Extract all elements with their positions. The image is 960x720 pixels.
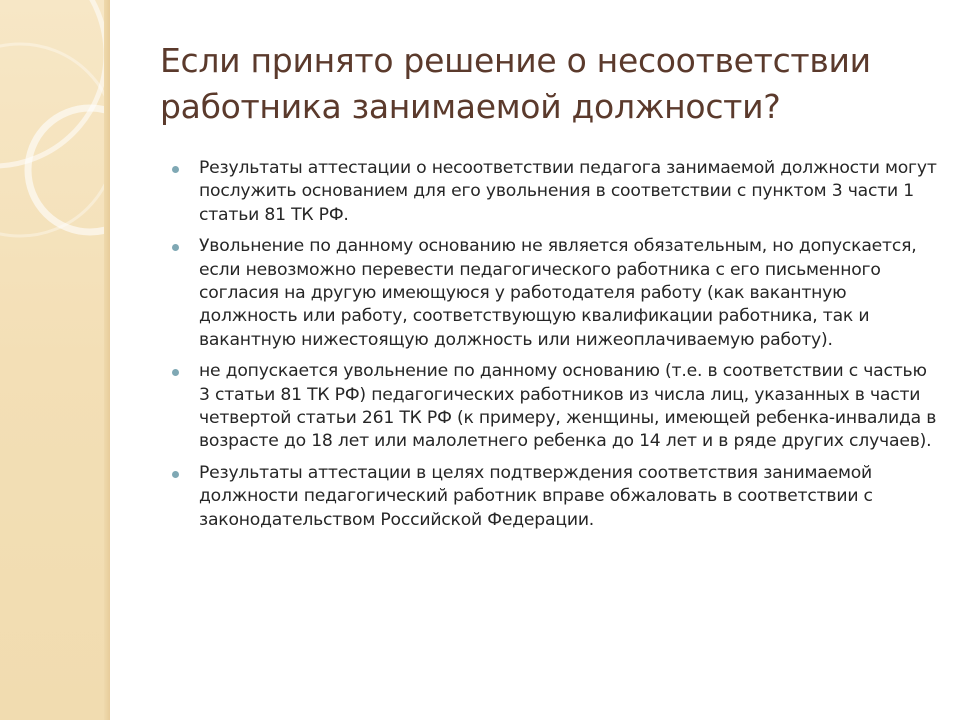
bullet-item [172, 462, 937, 532]
slide-title: Если принято решение о несоответствии работника занимаемой должности? [160, 41, 871, 126]
bullet-item [172, 360, 937, 454]
decorative-side-panel [0, 0, 104, 720]
bullet-text: Увольнение по данному основанию не является обязательным, но допускается, если невозможно перевести педагогического работника с его письменного согласия на другую имеющуюся у работодателя работу (как вакантную должность или работу, соответствующую квалификации работника, так и вакантную нижестоящую должность или нижеоплачиваемую работу). [199, 236, 917, 350]
bullet-text: Результаты аттестации в целях подтверждения соответствия занимаемой должности педагогический работник вправе обжаловать в соответствии с законодательством Российской Федерации. [199, 462, 873, 530]
side-divider [104, 0, 110, 720]
bullet-dot-icon [172, 471, 179, 478]
decorative-rings-icon [0, 0, 104, 720]
bullet-text: Результаты аттестации о несоответствии педагога занимаемой должности могут послужить основанием для его увольнения в соответствии с пунктом 3 части 1 статьи 81 ТК РФ. [199, 158, 937, 225]
bullet-text: не допускается увольнение по данному основанию (т.е. в соответствии с частью 3 статьи 81 ТК РФ) педагогических работников из числа лиц, указанных в части четвертой статьи 261 ТК РФ (к примеру, женщины, имеющей ребенка-инвалида в возрасте до 18 лет или малолетнего ребенка до 14 лет и в ряде других случаев). [199, 361, 937, 452]
bullet-list [172, 157, 937, 540]
bullet-item [172, 235, 937, 352]
bullet-dot-icon [172, 244, 179, 251]
bullet-dot-icon [172, 369, 179, 376]
bullet-dot-icon [172, 166, 179, 173]
bullet-item [172, 157, 937, 227]
